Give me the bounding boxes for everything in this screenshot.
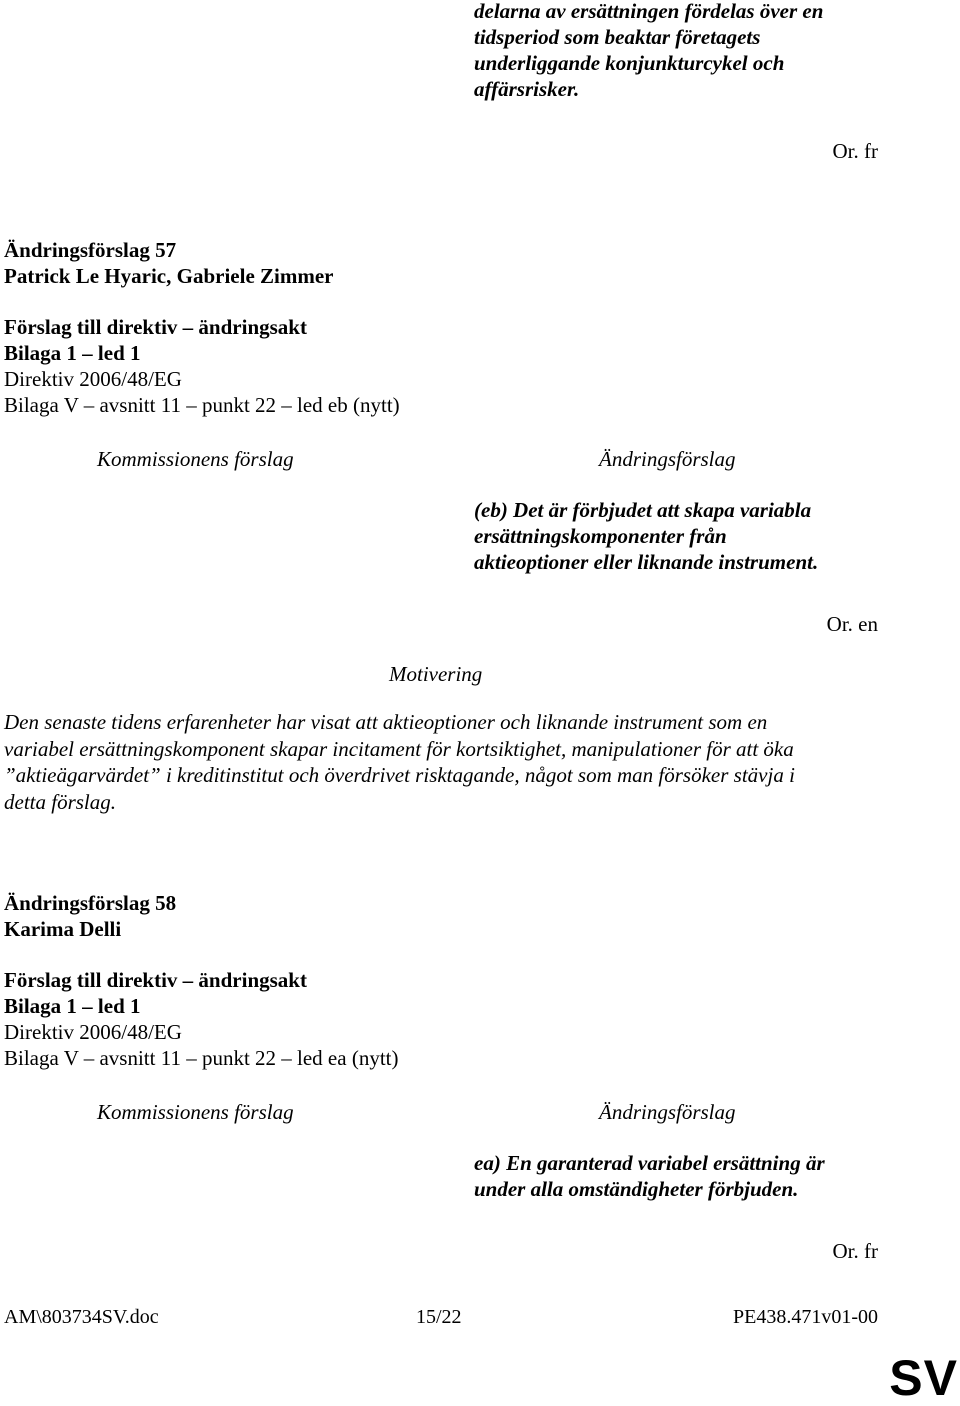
amendment-title: Ändringsförslag 58	[4, 891, 177, 915]
origin-language: Or. en	[826, 612, 878, 636]
column-heading-amendment: Ändringsförslag	[599, 447, 736, 471]
reference-line: Bilaga V – avsnitt 11 – punkt 22 – led ea (nytt)	[4, 1046, 399, 1070]
amendment-text-line: ea) En garanterad variabel ersättning är	[474, 1151, 825, 1175]
continuation-text	[474, 0, 823, 102]
annex-line: Bilaga 1 – led 1	[4, 994, 141, 1018]
continuation-line: affärsrisker.	[474, 77, 580, 101]
column-heading-amendment: Ändringsförslag	[599, 1100, 736, 1124]
amendment-authors: Patrick Le Hyaric, Gabriele Zimmer	[4, 264, 334, 288]
amendment-text-line: under alla omständigheter förbjuden.	[474, 1177, 799, 1201]
column-heading-commission: Kommissionens förslag	[97, 447, 294, 471]
reference-line: Bilaga V – avsnitt 11 – punkt 22 – led eb (nytt)	[4, 393, 400, 417]
amendment-text-line: (eb) Det är förbjudet att skapa variabla	[474, 498, 812, 522]
justification-line: Den senaste tidens erfarenheter har visat att aktieoptioner och liknande instrument som en	[4, 710, 768, 734]
justification-line: variabel ersättningskomponent skapar incitament för kortsiktighet, manipulationer för att öka	[4, 736, 794, 761]
continuation-line: delarna av ersättningen fördelas över en	[474, 0, 824, 23]
footer-doc-ref: AM\803734SV.doc	[4, 1306, 159, 1328]
amendment-text-line: ersättningskomponenter från	[474, 524, 727, 548]
amendment-authors: Karima Delli	[4, 917, 122, 941]
directive-line: Direktiv 2006/48/EG	[4, 367, 182, 391]
annex-line: Bilaga 1 – led 1	[4, 341, 141, 365]
justification-line: detta förslag.	[4, 789, 117, 814]
amendment-text	[474, 497, 818, 575]
column-heading-commission: Kommissionens förslag	[97, 1100, 294, 1124]
amendment-text	[474, 1150, 825, 1202]
amendment-title: Ändringsförslag 57	[4, 238, 177, 262]
origin-language: Or. fr	[832, 139, 878, 163]
directive-line: Direktiv 2006/48/EG	[4, 1020, 182, 1044]
footer-pe-ref: PE438.471v01-00	[733, 1306, 878, 1328]
origin-language: Or. fr	[832, 1239, 878, 1263]
continuation-line: tidsperiod som beaktar företagets	[474, 25, 761, 49]
language-mark: SV	[889, 1350, 958, 1406]
continuation-line: underliggande konjunkturcykel och	[474, 51, 785, 75]
justification-heading: Motivering	[389, 662, 483, 686]
amendment-text-line: aktieoptioner eller liknande instrument.	[474, 550, 819, 574]
proposal-line: Förslag till direktiv – ändringsakt	[4, 968, 307, 992]
justification-line: ”aktieägarvärdet” i kreditinstitut och överdrivet risktagande, något som man försöker stävja i	[4, 763, 795, 787]
footer-page-number: 15/22	[416, 1306, 462, 1328]
proposal-line: Förslag till direktiv – ändringsakt	[4, 315, 307, 339]
justification-paragraph	[4, 709, 884, 815]
